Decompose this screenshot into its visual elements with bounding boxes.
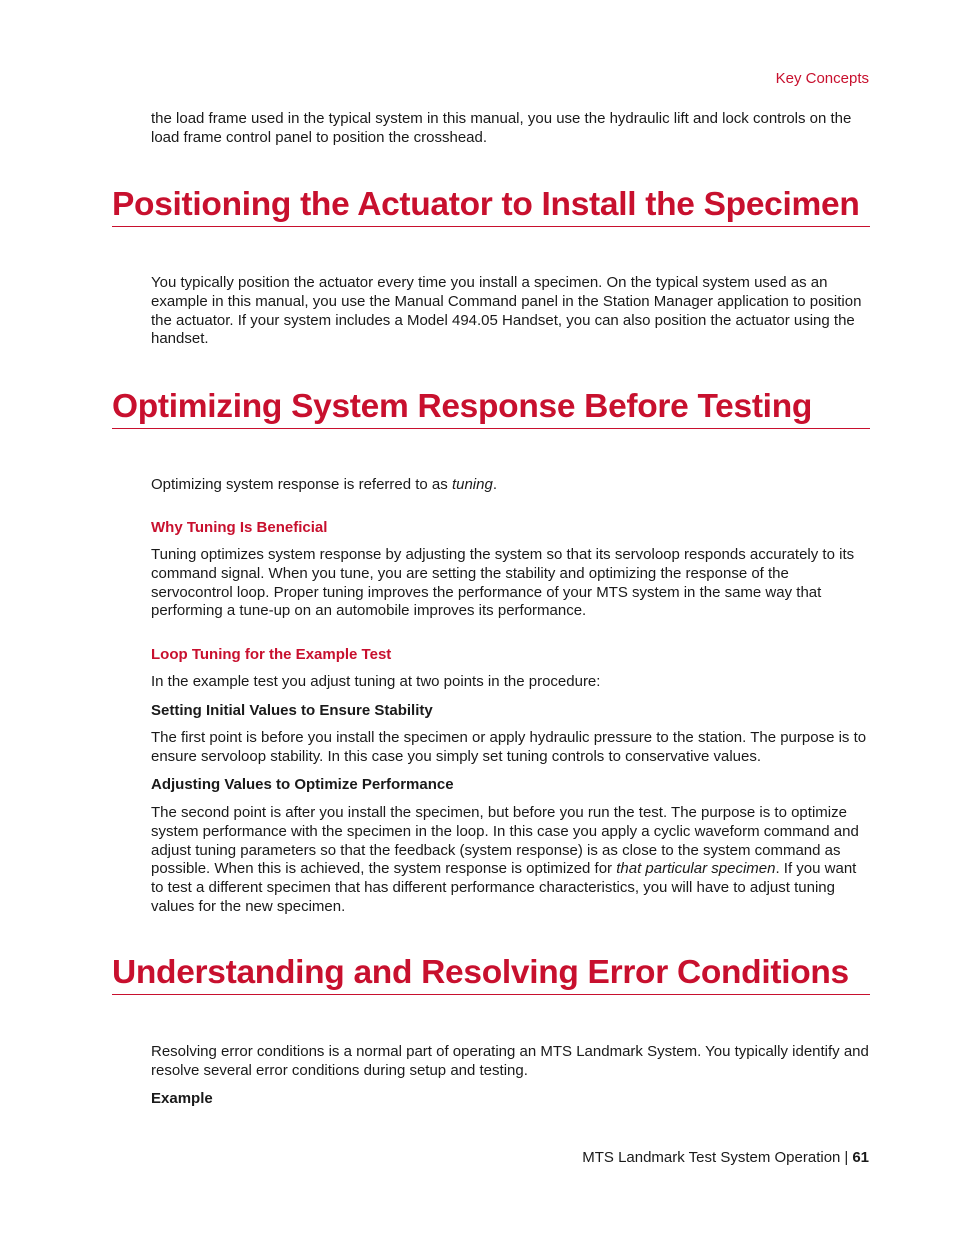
adjusting-values-body: [151, 804, 871, 917]
example-label: Example: [151, 1090, 213, 1107]
adjusting-end: . If you want to test a different specimen that has different performance characteristics, you will have to adjust tuning values for the new specimen.: [151, 860, 857, 915]
intro-end: .: [492, 476, 497, 493]
section-positioning-body: You typically position the actuator every time you install a specimen. On the typical system used as an example in this manual, you use the Manual Command panel in the Station Manager application to position the actuator. If your system includes a Model 494.05 Handset, you can also position the actuator using the handset.: [151, 274, 862, 348]
page-number: 61: [852, 1149, 869, 1166]
intro-text: Optimizing system response is referred to as: [151, 476, 452, 493]
why-tuning-body: Tuning optimizes system response by adjusting the system so that its servoloop responds accurately to its command signal. When you tune, you are setting the stability and optimizing the response of the servocontrol loop. Proper tuning improves the performance of your MTS system in the same way that performing a tune-up on an automobile improves its performance.: [151, 546, 855, 620]
section-heading-error-conditions: Understanding and Resolving Error Conditions: [112, 953, 870, 995]
subheading-initial-values: Setting Initial Values to Ensure Stability: [151, 702, 433, 719]
adjusting-emphasis: that particular specimen: [616, 860, 776, 878]
section-heading-optimizing: Optimizing System Response Before Testing: [112, 387, 870, 429]
section-heading-positioning: Positioning the Actuator to Install the Specimen: [112, 185, 870, 227]
subheading-why-tuning: Why Tuning Is Beneficial: [151, 519, 328, 536]
footer-separator: |: [844, 1149, 849, 1166]
initial-values-body: The first point is before you install the specimen or apply hydraulic pressure to the station. The purpose is to ensure servoloop stability. In this case you simply set tuning controls to conservative values.: [151, 729, 867, 765]
intro-paragraph: the load frame used in the typical system in this manual, you use the hydraulic lift and lock controls on the load frame control panel to position the crosshead.: [151, 110, 852, 146]
subheading-adjusting-values: Adjusting Values to Optimize Performance: [151, 776, 454, 793]
section-optimizing-intro: [151, 476, 871, 495]
page-footer: [582, 1149, 869, 1166]
loop-tuning-body: In the example test you adjust tuning at two points in the procedure:: [151, 673, 601, 690]
subheading-loop-tuning: Loop Tuning for the Example Test: [151, 646, 392, 663]
adjusting-text: The second point is after you install the specimen, but before you run the test. The purpose is to optimize system performance with the specimen in the loop. In this case you apply a cyclic waveform command and adjust tuning parameters so that the feedback (system response) is as close to the system command as possible. When this is achieved, the system response is optimized for: [151, 804, 859, 878]
footer-doc-title: MTS Landmark Test System Operation: [582, 1149, 841, 1166]
error-conditions-body: Resolving error conditions is a normal part of operating an MTS Landmark System. You typically identify and resolve several error conditions during setup and testing.: [151, 1043, 869, 1079]
intro-emphasis: tuning: [451, 476, 493, 493]
running-header: Key Concepts: [775, 70, 869, 87]
